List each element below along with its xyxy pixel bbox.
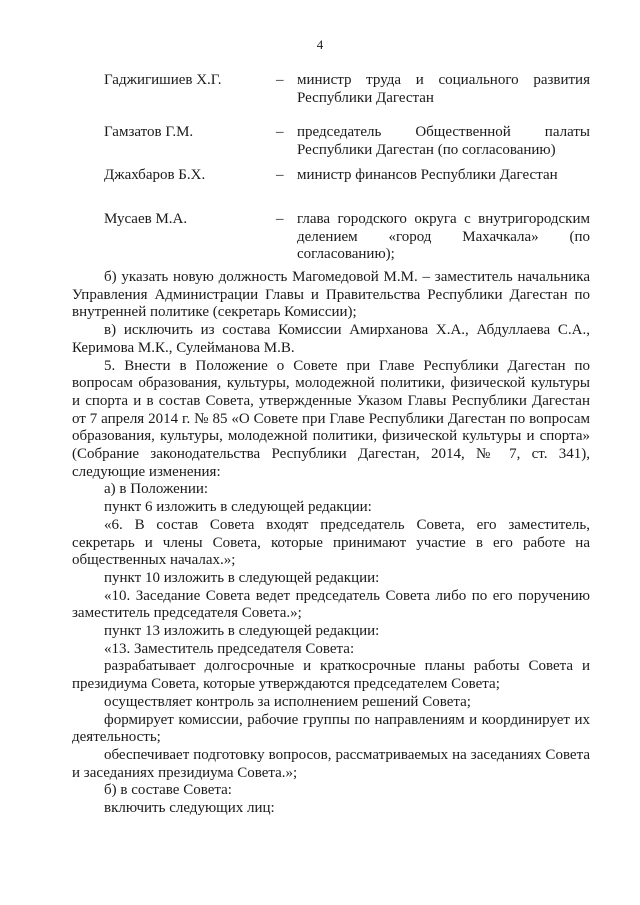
paragraph: пункт 10 изложить в следующей редакции: (104, 569, 380, 586)
paragraph: формирует комиссии, рабочие группы по направлениям и координирует их деятельность; (72, 711, 590, 746)
paragraph: «13. Заместитель председателя Совета: (104, 640, 355, 657)
paragraph: разрабатывает долгосрочные и краткосрочные планы работы Совета и президиума Совета, которые утверждаются председателем Совета; (72, 658, 590, 693)
member-name: Мусаев М.А. (104, 211, 188, 227)
paragraph: 5. Внести в Положение о Совете при Главе Республики Дагестан по вопросам образования, культуры, молодежной политики, физической культуры и спорта и в состав Совета, утвержденные Указом Главы Республики Дагестан от 7 апреля 2014 г. № 85 «О Совете при Главе Республики Дагестан по вопросам образования, культуры, молодежной политики, физической культуры и спорта» (Собрание законодательства Республики Дагестан, 2014, № 7, ст. 341), следующие изменения: (72, 357, 590, 480)
member-dash: – (276, 211, 284, 227)
member-name: Гаджигишиев Х.Г. (104, 72, 222, 88)
member-role: министр финансов Республики Дагестан (297, 167, 558, 183)
paragraph: пункт 13 изложить в следующей редакции: (104, 623, 380, 640)
member-dash: – (276, 124, 284, 140)
member-row (104, 124, 590, 167)
paragraph: б) указать новую должность Магомедовой М.М. – заместитель начальника Управления Администрации Главы и Правительства Республики Дагестан по внутренней политике (секретарь Комиссии); (72, 269, 590, 321)
member-role: председатель Общественной палаты Республики Дагестан (по согласованию) (297, 124, 590, 158)
paragraph: а) в Положении: (104, 481, 209, 498)
page-number: 4 (316, 37, 324, 52)
paragraph: б) в составе Совета: (104, 782, 232, 799)
paragraph: осуществляет контроль за исполнением решений Совета; (104, 693, 471, 710)
member-row (104, 211, 590, 264)
member-name: Гамзатов Г.М. (104, 124, 194, 140)
member-dash: – (276, 72, 284, 88)
member-name: Джахбаров Б.Х. (104, 167, 206, 183)
member-row (104, 167, 590, 211)
commission-member-list (104, 72, 590, 264)
decree-body-text (72, 269, 590, 818)
paragraph: в) исключить из состава Комиссии Амирханова Х.А., Абдуллаева С.А., Керимова М.К., Сулейманова М.В. (72, 322, 590, 356)
paragraph: обеспечивает подготовку вопросов, рассматриваемых на заседаниях Совета и заседаниях президиума Совета.»; (72, 746, 590, 781)
paragraph: «10. Заседание Совета ведет председатель Совета либо по его поручению заместитель председателя Совета.»; (72, 587, 590, 622)
member-row (104, 72, 590, 124)
paragraph: включить следующих лиц: (104, 800, 275, 817)
paragraph: «6. В состав Совета входят председатель Совета, его заместитель, секретарь и члены Совета, которые принимают участие в его работе на общественных началах.»; (72, 516, 590, 569)
paragraph: пункт 6 изложить в следующей редакции: (104, 499, 372, 516)
member-role: министр труда и социального развития Республики Дагестан (297, 72, 590, 106)
member-role: глава городского округа с внутригородским делением «город Махачкала» (по согласованию); (297, 211, 590, 262)
member-dash: – (276, 167, 284, 183)
